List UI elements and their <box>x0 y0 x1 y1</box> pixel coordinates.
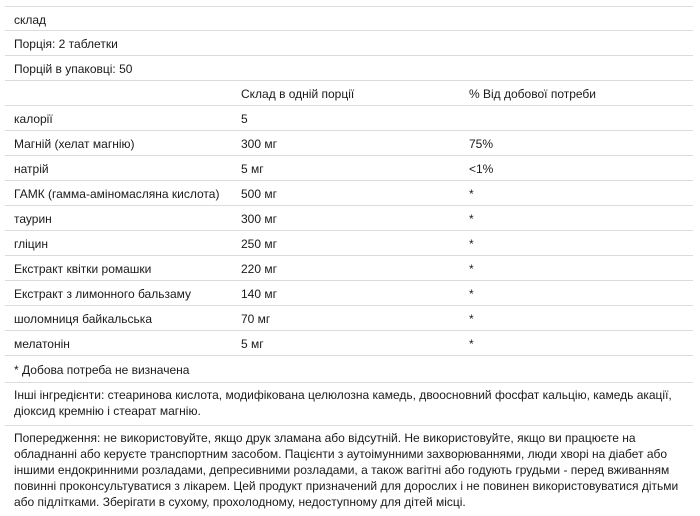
serving-size-row <box>5 31 693 56</box>
table-row <box>5 231 693 256</box>
warning-text: Попередження: не використовуйте, якщо друк зламана або відсутній. Не використовуйте, якщо ви працюєте на обладнанні або керуєте транспортним засобом. Пацієнти з аутоімунними захворюваннями, люди хворі на діабет або іншими ендокринними розладами, депресивними розладами, а також вагітні або годують грудьми - перед вживанням повинні проконсультуватися з лікарем. Цей продукт призначений для дорослих і не повинен використовуватися дітьми або підлітками. Зберігати в сухому, прохолодному, недоступному для дітей місці. <box>14 431 679 509</box>
nutrient-name: таурин <box>14 212 52 226</box>
nutrient-daily-value: * <box>469 237 474 251</box>
nutrient-name: Екстракт з лимонного бальзаму <box>14 287 192 301</box>
table-row <box>5 206 693 231</box>
facts-title: склад <box>14 13 47 27</box>
nutrient-amount: 5 мг <box>241 162 264 176</box>
column-header-daily-value: % Від добової потреби <box>469 87 597 101</box>
nutrient-name: Магній (хелат магнію) <box>14 137 135 151</box>
nutrient-amount: 140 мг <box>241 287 277 301</box>
nutrient-name: Екстракт квітки ромашки <box>14 262 152 276</box>
nutrient-name: натрій <box>14 162 49 176</box>
column-header-amount: Склад в одній порції <box>241 87 355 101</box>
nutrient-name: ГАМК (гамма-аміномасляна кислота) <box>14 187 220 201</box>
nutrient-amount: 300 мг <box>241 137 277 151</box>
nutrient-daily-value: * <box>469 212 474 226</box>
table-row <box>5 331 693 356</box>
servings-per-container-row <box>5 56 693 81</box>
nutrient-daily-value: * <box>469 287 474 301</box>
nutrient-daily-value: <1% <box>469 162 494 176</box>
serving-size: Порція: 2 таблетки <box>14 37 118 51</box>
table-row <box>5 106 693 131</box>
nutrient-name: гліцин <box>14 237 48 251</box>
nutrient-amount: 220 мг <box>241 262 277 276</box>
nutrient-daily-value: * <box>469 262 474 276</box>
table-row <box>5 156 693 181</box>
facts-title-row <box>5 6 693 31</box>
nutrient-daily-value: * <box>469 337 474 351</box>
table-row <box>5 306 693 331</box>
table-row <box>5 131 693 156</box>
supplement-facts-panel <box>5 6 693 516</box>
table-row <box>5 256 693 281</box>
nutrient-name: мелатонін <box>14 337 70 351</box>
other-ingredients: Інші інгредієнти: стеаринова кислота, модифікована целюлозна камедь, двоосновний фосфат кальцію, камедь акації, діоксид кремнію і стеарат магнію. <box>5 383 693 426</box>
nutrient-amount: 250 мг <box>241 237 277 251</box>
servings-per-container: Порцій в упаковці: 50 <box>14 62 133 76</box>
nutrient-amount: 300 мг <box>241 212 277 226</box>
nutrient-amount: 5 <box>241 112 248 126</box>
nutrient-name: шоломниця байкальська <box>14 312 152 326</box>
nutrient-amount: 70 мг <box>241 312 271 326</box>
daily-value-footnote: * Добова потреба не визначена <box>14 363 190 377</box>
nutrient-amount: 5 мг <box>241 337 264 351</box>
daily-value-footnote-row <box>5 356 693 383</box>
table-row <box>5 281 693 306</box>
nutrient-daily-value: 75% <box>469 137 494 151</box>
nutrient-amount: 500 мг <box>241 187 277 201</box>
nutrient-name: калорії <box>14 112 53 126</box>
table-row <box>5 181 693 206</box>
nutrient-daily-value: * <box>469 187 474 201</box>
table-header-row <box>5 81 693 106</box>
nutrient-daily-value: * <box>469 312 474 326</box>
